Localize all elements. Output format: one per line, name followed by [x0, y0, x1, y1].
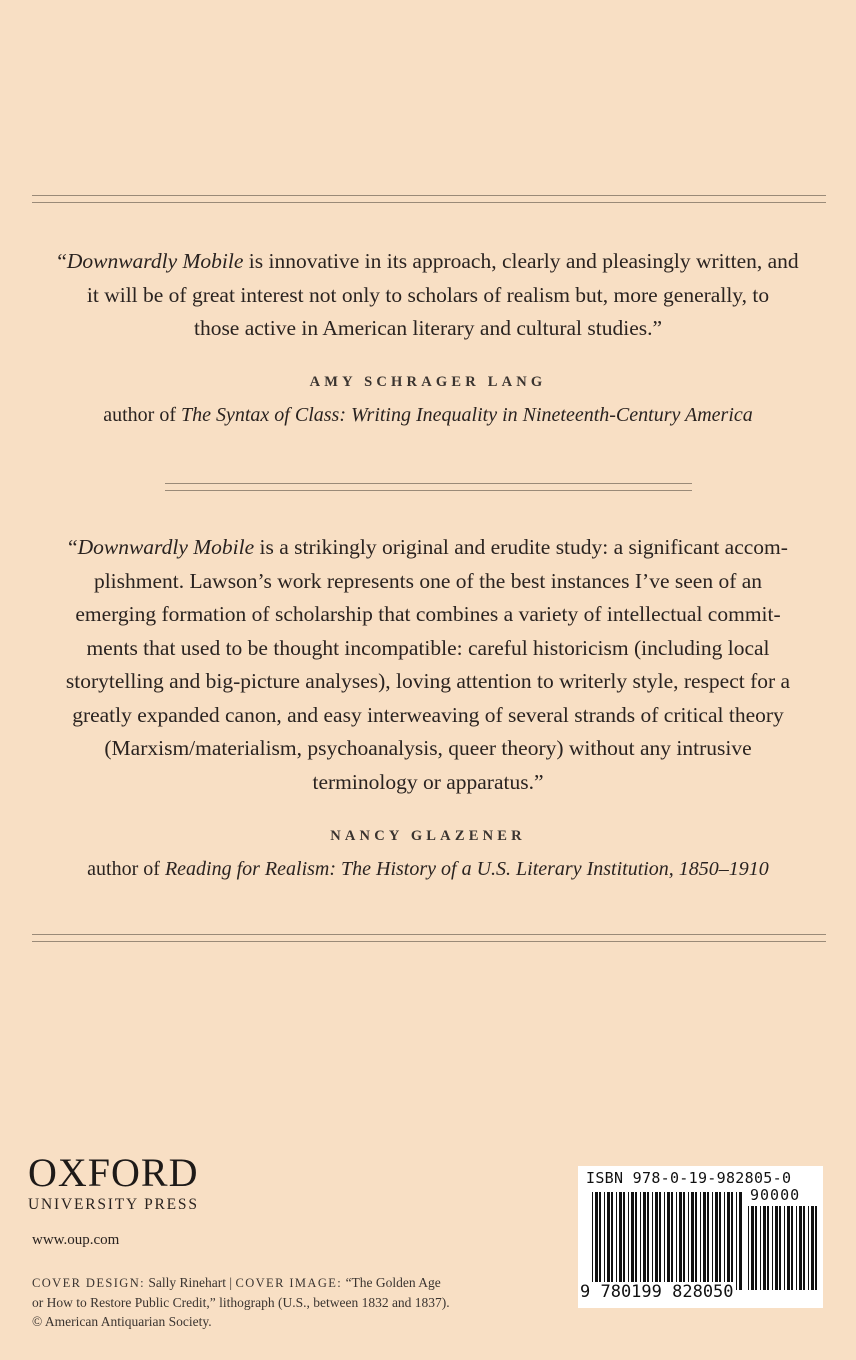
barcode-bar — [652, 1192, 653, 1290]
quote-line: greatly expanded canon, and easy interweaving of several strands of critical theory — [72, 702, 784, 727]
barcode-bar — [791, 1206, 793, 1290]
barcode-bar — [655, 1192, 658, 1290]
barcode-bar — [779, 1206, 781, 1290]
divider-middle — [165, 483, 692, 491]
barcode-bar — [676, 1192, 677, 1290]
barcode-bar — [772, 1206, 773, 1290]
barcode-bar — [683, 1192, 685, 1290]
barcode-bar — [691, 1192, 694, 1290]
divider-bottom — [32, 934, 826, 942]
barcode-bar — [727, 1192, 730, 1290]
publisher-url: www.oup.com — [32, 1232, 120, 1248]
barcode-bar — [628, 1192, 629, 1290]
barcode-bar — [803, 1206, 805, 1290]
quote-line: “Downwardly Mobile is innovative in its approach, clearly and pleasingly written, and — [57, 249, 799, 273]
barcode-bar — [679, 1192, 682, 1290]
barcode-bar — [784, 1206, 785, 1290]
quote-line: it will be of great interest not only to scholars of realism but, more generally, to — [86, 282, 770, 307]
blurb-author-work-1: author of The Syntax of Class: Writing Inequality in Nineteenth-Century America — [103, 404, 753, 426]
barcode-bar — [736, 1192, 737, 1290]
quote-line: terminology or apparatus.” — [312, 769, 544, 794]
barcode-bar — [715, 1192, 718, 1290]
blurb-author-work-2: author of Reading for Realism: The History of a U.S. Literary Institution, 1850–1910 — [87, 858, 769, 880]
blurb-author-2: NANCY GLAZENER — [330, 828, 526, 844]
barcode-bar — [731, 1192, 733, 1290]
credits-line: or How to Restore Public Credit,” lithograph (U.S., between 1832 and 1837). — [32, 1295, 450, 1310]
barcode-bar — [671, 1192, 673, 1290]
barcode-bar — [811, 1206, 814, 1290]
blurb-quote-2 — [20, 531, 836, 799]
quote-line: (Marxism/materialism, psychoanalysis, queer theory) without any intrusive — [104, 736, 752, 760]
quote-line: those active in American literary and cultural studies.” — [193, 316, 663, 340]
isbn-barcode — [578, 1166, 823, 1308]
barcode-bar — [607, 1192, 610, 1290]
publisher-subtitle: UNIVERSITY PRESS — [28, 1196, 199, 1213]
quote-line: plishment. Lawson’s work represents one of the best instances I’ve seen of an — [93, 568, 763, 593]
credits-line: COVER DESIGN: Sally Rinehart | COVER IMAGE: “The Golden Age — [32, 1275, 441, 1290]
barcode-bar — [767, 1206, 769, 1290]
quote-line: ments that used to be thought incompatible: careful historicism (including local — [86, 635, 770, 660]
barcode-bar — [808, 1206, 809, 1290]
barcode-bar — [755, 1206, 757, 1290]
barcode-bar — [703, 1192, 706, 1290]
barcode-bar — [640, 1192, 641, 1290]
publisher-logo — [28, 1152, 199, 1214]
barcode-digits: 9 780199 828050 — [580, 1282, 734, 1302]
price-code: 90000 — [750, 1186, 801, 1204]
barcode-bar — [707, 1192, 709, 1290]
barcode-bar — [724, 1192, 725, 1290]
barcode-bar — [664, 1192, 665, 1290]
barcode-bar — [604, 1192, 605, 1290]
divider-top — [32, 195, 826, 203]
barcode-bar — [739, 1192, 742, 1290]
barcode-bar — [659, 1192, 661, 1290]
barcode-bar — [815, 1206, 817, 1290]
barcode-bar — [592, 1192, 593, 1290]
barcode-bar — [719, 1192, 721, 1290]
barcode-bar — [623, 1192, 625, 1290]
isbn-number: ISBN 978-0-19-982805-0 — [586, 1169, 792, 1187]
barcode-bar — [787, 1206, 790, 1290]
barcode-bar — [631, 1192, 634, 1290]
barcode-bar — [688, 1192, 689, 1290]
barcode-bar — [796, 1206, 797, 1290]
barcode-bar — [760, 1206, 761, 1290]
quote-line: “Downwardly Mobile is a strikingly original and erudite study: a significant accom- — [68, 535, 788, 559]
credits-line: © American Antiquarian Society. — [32, 1314, 212, 1329]
barcode-bar — [700, 1192, 701, 1290]
barcode-bar — [799, 1206, 802, 1290]
barcode-bar — [616, 1192, 617, 1290]
blurb-quote-1 — [20, 245, 836, 346]
barcode-bar — [619, 1192, 622, 1290]
barcode-bar — [647, 1192, 649, 1290]
cover-credits — [32, 1273, 552, 1331]
barcode-bar — [599, 1192, 601, 1290]
quote-line: emerging formation of scholarship that combines a variety of intellectual commit- — [75, 602, 781, 626]
barcode-bar — [751, 1206, 754, 1290]
barcode-bar — [667, 1192, 670, 1290]
barcode-bar — [763, 1206, 766, 1290]
barcode-bar — [712, 1192, 713, 1290]
quote-line: storytelling and big-picture analyses), loving attention to writerly style, respect for a — [65, 669, 791, 693]
barcode-bar — [635, 1192, 637, 1290]
barcode-bar — [595, 1192, 598, 1290]
barcode-bar — [643, 1192, 646, 1290]
publisher-name: OXFORD — [28, 1150, 199, 1195]
barcode-bar — [695, 1192, 697, 1290]
barcode-bar — [748, 1206, 749, 1290]
blurb-author-1: AMY SCHRAGER LANG — [309, 374, 547, 390]
barcode-bar — [611, 1192, 613, 1290]
barcode-bar — [775, 1206, 778, 1290]
